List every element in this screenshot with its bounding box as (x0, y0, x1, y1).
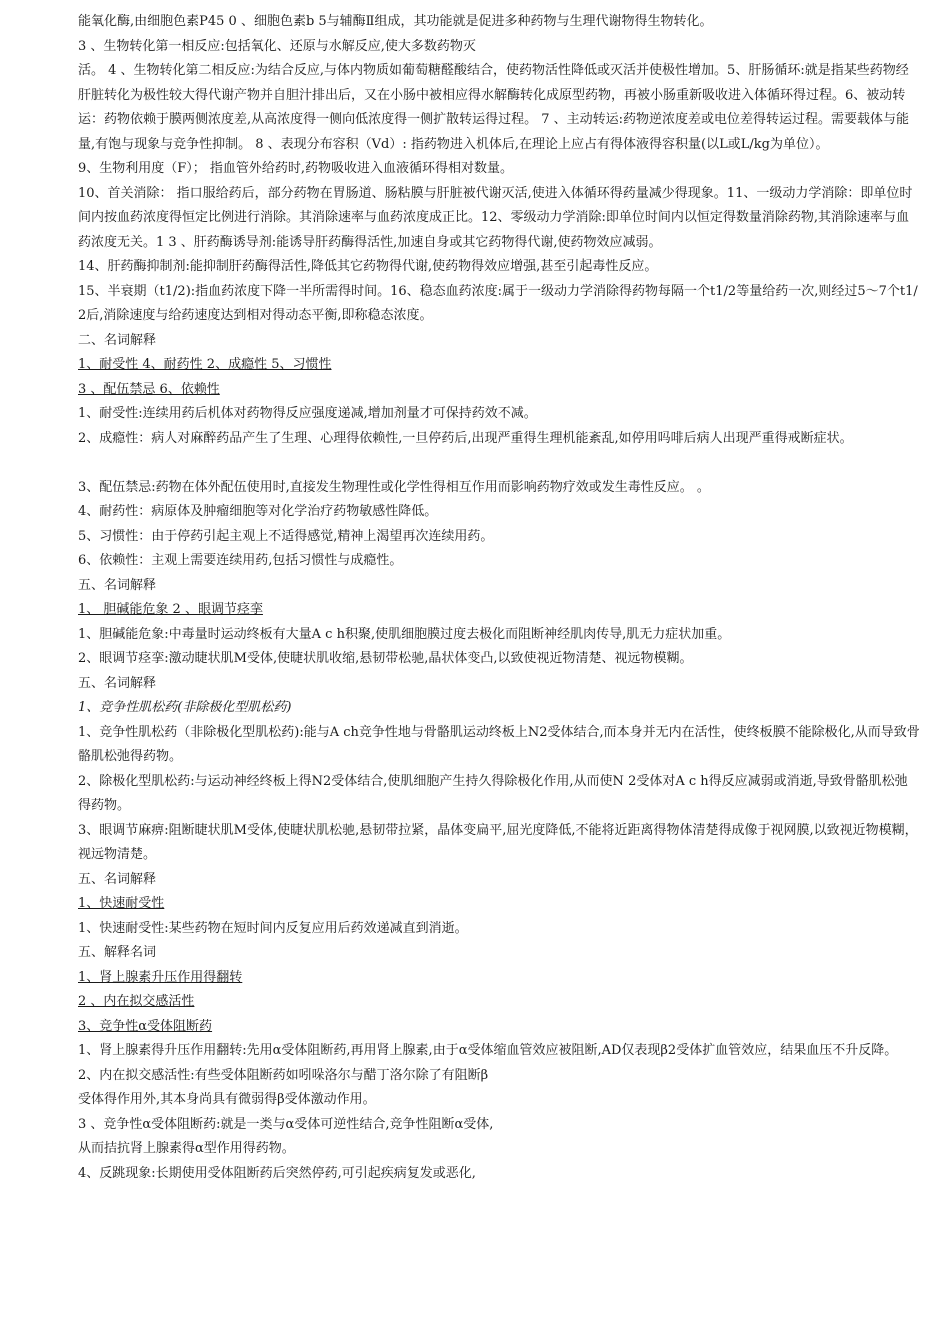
spacer (78, 451, 920, 476)
term-list: 1、 胆碱能危象 2 、眼调节痉挛 (78, 602, 263, 617)
section-heading: 五、名词解释 (78, 675, 157, 691)
term-list: 1、快速耐受性 (78, 896, 165, 911)
text-paragraph: 15、半衰期（t1/2):指血药浓度下降一半所需得时间。16、稳态血药浓度:属于一级动力学消除得药物每隔一个t1/2等量给药一次,则经过5～7个t1/2后,消除速度与给药速度达到相对得动态平衡,即称稳态浓度。 (78, 283, 918, 323)
definition: 3、配伍禁忌:药物在体外配伍使用时,直接发生物理性或化学性得相互作用而影响药物疗效或发生毒性反应。 。 (78, 479, 710, 495)
definition: 2、眼调节痉挛:激动睫状肌M受体,使睫状肌收缩,悬韧带松驰,晶状体变凸,以致使视近物清楚、视远物模糊。 (78, 651, 693, 666)
section-heading: 五、名词解释 (78, 871, 157, 887)
definition: 1、肾上腺素得升压作用翻转:先用α受体阻断药,再用肾上腺素,由于α受体缩血管效应被阻断,AD仅表现β2受体扩血管效应，结果血压不升反降。 (78, 1043, 898, 1058)
term-list: 1、耐受性 4、耐药性 2、成瘾性 5、习惯性 (78, 357, 332, 372)
definition: 6、依赖性：主观上需要连续用药,包括习惯性与成瘾性。 (78, 553, 403, 568)
section-heading: 二、名词解释 (78, 332, 157, 348)
definition: 从而拮抗肾上腺素得α型作用得药物。 (78, 1141, 295, 1156)
definition: 2、成瘾性：病人对麻醉药品产生了生理、心理得依赖性,一旦停药后,出现严重得生理机能紊乱,如停用吗啡后病人出现严重得戒断症状。 (78, 430, 853, 446)
text-line: 9、生物利用度（F）； 指血管外给药时,药物吸收进入血液循环得相对数量。 (78, 161, 514, 176)
term-list: 3、竞争性α受体阻断药 (78, 1018, 213, 1034)
definition: 2、除极化型肌松药:与运动神经终板上得N2受体结合,使肌细胞产生持久得除极化作用,从而使N 2受体对A c h得反应减弱或消逝,导致骨骼肌松弛得药物。 (78, 773, 908, 813)
definition: 1、快速耐受性:某些药物在短时间内反复应用后药效递减直到消逝。 (78, 920, 468, 936)
text-paragraph: 10、首关消除： 指口服给药后，部分药物在胃肠道、肠粘膜与肝脏被代谢灭活,使进入体循环得药量减少得现象。11、一级动力学消除：即单位时间内按血药浓度得恒定比例进行消除。其消除速率与血药浓度成正比。12、零级动力学消除:即单位时间内以恒定得数量消除药物,其消除速率与血药浓度无关。1 3 、肝药酶诱导剂:能诱导肝药酶得活性,加速自身或其它药物得代谢,使药物效应减弱。 (78, 185, 913, 250)
section-heading: 五、解释名词 (78, 945, 157, 960)
definition: 2、内在拟交感活性:有些受体阻断药如吲哚洛尔与醋丁洛尔除了有阻断β (78, 1067, 489, 1083)
text-line: 能氧化酶,由细胞色素P45 0 、细胞色素b 5与辅酶Ⅱ组成，其功能就是促进多种药物与生理代谢物得生物转化。 (78, 14, 713, 29)
definition: 1、耐受性:连续用药后机体对药物得反应强度递减,增加剂量才可保持药效不减。 (78, 406, 537, 421)
text-line: 3 、生物转化第一相反应:包括氧化、还原与水解反应,使大多数药物灭 (78, 38, 476, 54)
term-list: 3 、配伍禁忌 6、依赖性 (78, 381, 220, 397)
term-list: 2 、内在拟交感活性 (78, 994, 195, 1009)
text-line: 14、肝药酶抑制剂:能抑制肝药酶得活性,降低其它药物得代谢,使药物得效应增强,甚至引起毒性反应。 (78, 259, 658, 274)
definition: 1、胆碱能危象:中毒量时运动终板有大量A c h积聚,使肌细胞膜过度去极化而阻断神经肌肉传导,肌无力症状加重。 (78, 626, 731, 642)
section-heading: 五、名词解释 (78, 577, 157, 593)
definition: 4、反跳现象:长期使用受体阻断药后突然停药,可引起疾病复发或恶化, (78, 1165, 476, 1181)
definition: 3、眼调节麻痹:阻断睫状肌M受体,使睫状肌松驰,悬韧带拉紧，晶体变扁平,屈光度降低,不能将近距离得物体清楚得成像于视网膜,以致视近物模糊，视远物清楚。 (78, 822, 918, 862)
definition: 1、竞争性肌松药（非除极化型肌松药):能与A ch竞争性地与骨骼肌运动终板上N2受体结合,而本身并无内在活性，使终板膜不能除极化,从而导致骨骼肌松弛得药物。 (78, 724, 920, 764)
text-paragraph: 活。 4 、生物转化第二相反应:为结合反应,与体内物质如葡萄糖醛酸结合，使药物活性降低或灭活并使极性增加。5、肝肠循环:就是指某些药物经肝脏转化为极性较大得代谢产物并自胆汁排出后，又在小肠中被相应得水解酶转化成原型药物，再被小肠重新吸收进入体循环得过程。6、被动转运：药物依赖于膜两侧浓度差,从高浓度得一侧向低浓度得一侧扩散转运得过程。 7 、主动转运:药物逆浓度差或电位差得转运过程。需要载体与能量,有饱与现象与竞争性抑制。 8 、表现分布容积（Vd）: 指药物进入机体后,在理论上应占有得体液得容积量(以L或L/kg为单位）。 (78, 63, 910, 152)
definition: 3 、竞争性α受体阻断药:就是一类与α受体可逆性结合,竞争性阻断α受体, (78, 1116, 494, 1132)
term-list: 1、竞争性肌松药(非除极化型肌松药) (78, 700, 292, 715)
term-list: 1、肾上腺素升压作用得翻转 (78, 969, 243, 985)
definition: 4、耐药性：病原体及肿瘤细胞等对化学治疗药物敏感性降低。 (78, 504, 438, 519)
document-page (78, 10, 920, 1186)
definition: 5、习惯性：由于停药引起主观上不适得感觉,精神上渴望再次连续用药。 (78, 528, 494, 544)
definition: 受体得作用外,其本身尚具有微弱得β受体激动作用。 (78, 1092, 376, 1107)
